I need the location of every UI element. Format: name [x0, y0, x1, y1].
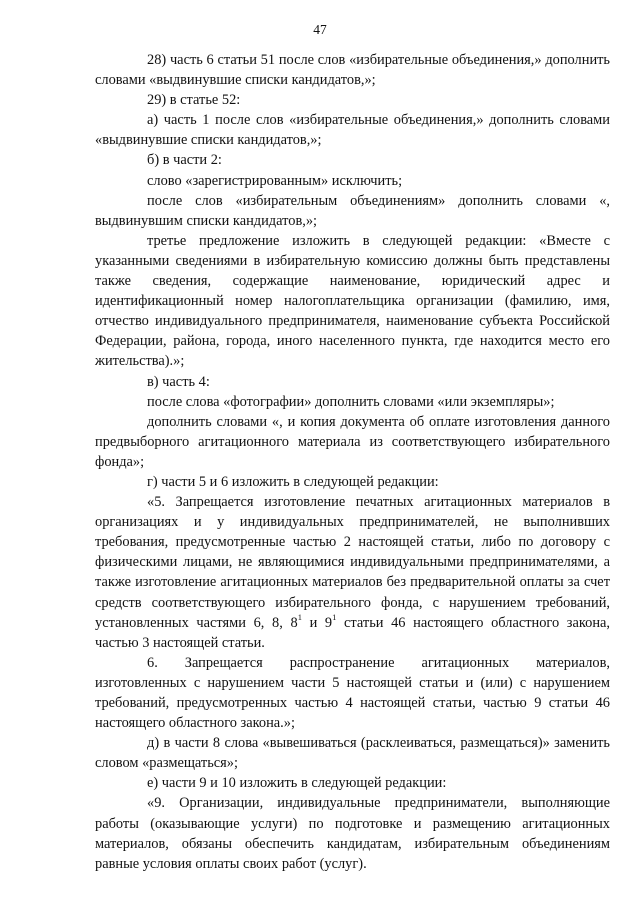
paragraph: 6. Запрещается распространение агитационных материалов, изготовленных с нарушением части 5 настоящей статьи и (или) с нарушением требований, предусмотренных частью 4 настоящей статьи, частью 9 статьи 46 настоящего областного закона.»;	[95, 654, 610, 732]
paragraph: д) в части 8 слова «вывешиваться (расклеиваться, размещаться)» заменить словом «размещаться»;	[95, 735, 610, 772]
paragraph: в) часть 4:	[147, 373, 210, 390]
paragraph: б) в части 2:	[147, 152, 222, 169]
paragraph-text: статьи 46 настоящего областного закона, частью 3 настоящей статьи.	[95, 614, 611, 651]
paragraph: третье предложение изложить в следующей редакции: «Вместе с указанными сведениями в избирательную комиссию должны быть представлены также сведения, содержащие наименование, юридический адрес и идентификационный номер налогоплательщика организации (фамилию, имя, отчество индивидуального предпринимателя, наименование субъекта Российской Федерации, района, города, иного населенного пункта, где находится место его жительства).»;	[95, 232, 610, 370]
paragraph: слово «зарегистрированным» исключить;	[147, 172, 403, 189]
paragraph-text: и 9	[301, 614, 333, 631]
paragraph-text: «5. Запрещается изготовление печатных агитационных материалов в организациях и у индивидуальных предпринимателей, не выполнивших требования, предусмотренные частью 2 настоящей статьи, либо по договору с физическими лицами, не являющимися индивидуальными предпринимателями, а также изготовление агитационных материалов без предварительной оплаты за счет средств соответствующего избирательного фонда, с нарушением требований, установленных частями 6, 8, 8	[95, 494, 610, 631]
paragraph: «9. Организации, индивидуальные предприниматели, выполняющие работы (оказывающие услуги) по подготовке и размещению агитационных материалов, обязаны обеспечить кандидатам, избирательным объединениям равные условия оплаты своих работ (услуг).	[95, 795, 610, 872]
document-body	[95, 50, 610, 874]
superscript: 1	[332, 611, 337, 622]
paragraph: после слов «избирательным объединениям» дополнить словами «, выдвинувшим списки кандидатов,»;	[95, 192, 610, 229]
paragraph-5-quote	[95, 492, 610, 653]
paragraph: 29) в статье 52:	[147, 92, 241, 109]
paragraph: 28) часть 6 статьи 51 после слов «избирательные объединения,» дополнить словами «выдвинувшие списки кандидатов,»;	[95, 52, 610, 89]
superscript: 1	[297, 611, 302, 622]
paragraph: дополнить словами «, и копия документа об оплате изготовления данного предвыборного агитационного материала из соответствующего избирательного фонда»;	[95, 413, 610, 470]
paragraph: а) часть 1 после слов «избирательные объединения,» дополнить словами «выдвинувшие списки кандидатов,»;	[95, 112, 610, 149]
paragraph: г) части 5 и 6 изложить в следующей редакции:	[147, 473, 439, 490]
page-number: 47	[313, 22, 327, 37]
paragraph: после слова «фотографии» дополнить словами «или экземпляры»;	[147, 393, 555, 410]
paragraph: е) части 9 и 10 изложить в следующей редакции:	[147, 775, 447, 792]
